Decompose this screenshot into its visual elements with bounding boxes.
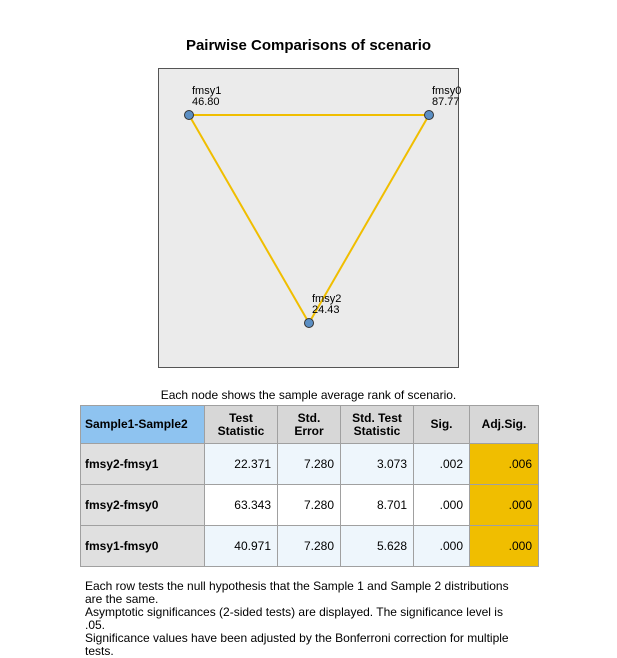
footnote: Asymptotic significances (2-sided tests) are displayed. The significance level is .05. <box>85 605 503 632</box>
node-rank-fmsy1: 46.80 <box>192 96 220 108</box>
node-label-fmsy1: fmsy1 <box>192 85 222 97</box>
cell-test-statistic: 40.971 <box>205 526 278 567</box>
node-rank-fmsy0: 87.77 <box>432 96 460 108</box>
header-test-statistic: Test Statistic <box>205 406 278 444</box>
header-std-error: Std. Error <box>278 406 341 444</box>
edge-fmsy0-fmsy2 <box>309 115 429 323</box>
cell-std-test-statistic: 3.073 <box>341 444 414 485</box>
node-label-fmsy2: fmsy2 <box>312 293 342 305</box>
table-row <box>81 485 539 526</box>
cell-sig: .000 <box>414 485 470 526</box>
node-rank-fmsy2: 24.43 <box>312 304 340 316</box>
header-sample-pair: Sample1-Sample2 <box>81 406 205 444</box>
row-label: fmsy2-fmsy0 <box>81 485 205 526</box>
cell-adj-sig: .000 <box>470 485 539 526</box>
header-sig: Sig. <box>414 406 470 444</box>
header-std-test-statistic: Std. Test Statistic <box>341 406 414 444</box>
cell-std-test-statistic: 5.628 <box>341 526 414 567</box>
cell-sig: .002 <box>414 444 470 485</box>
pairwise-results-table <box>80 405 539 567</box>
edge-fmsy2-fmsy1 <box>189 115 309 323</box>
footnote: Each row tests the null hypothesis that the Sample 1 and Sample 2 distributions are the same. <box>85 579 509 606</box>
row-label: fmsy1-fmsy0 <box>81 526 205 567</box>
cell-sig: .000 <box>414 526 470 567</box>
footnote: Significance values have been adjusted by the Bonferroni correction for multiple tests. <box>85 631 509 658</box>
table-footnotes <box>85 580 525 658</box>
table-header-row <box>81 406 539 444</box>
cell-std-error: 7.280 <box>278 485 341 526</box>
node-label-fmsy0: fmsy0 <box>432 85 462 97</box>
network-plot-area <box>158 68 462 368</box>
table-row <box>81 526 539 567</box>
node-fmsy1 <box>185 111 194 120</box>
cell-test-statistic: 63.343 <box>205 485 278 526</box>
cell-std-error: 7.280 <box>278 444 341 485</box>
cell-adj-sig: .006 <box>470 444 539 485</box>
chart-caption: Each node shows the sample average rank of scenario. <box>160 388 457 402</box>
table-row <box>81 444 539 485</box>
header-adj-sig: Adj.Sig. <box>470 406 539 444</box>
node-fmsy2 <box>305 319 314 328</box>
chart-title: Pairwise Comparisons of scenario <box>185 37 432 54</box>
cell-adj-sig: .000 <box>470 526 539 567</box>
network-svg <box>159 69 462 367</box>
row-label: fmsy2-fmsy1 <box>81 444 205 485</box>
node-fmsy0 <box>425 111 434 120</box>
cell-std-test-statistic: 8.701 <box>341 485 414 526</box>
cell-test-statistic: 22.371 <box>205 444 278 485</box>
cell-std-error: 7.280 <box>278 526 341 567</box>
